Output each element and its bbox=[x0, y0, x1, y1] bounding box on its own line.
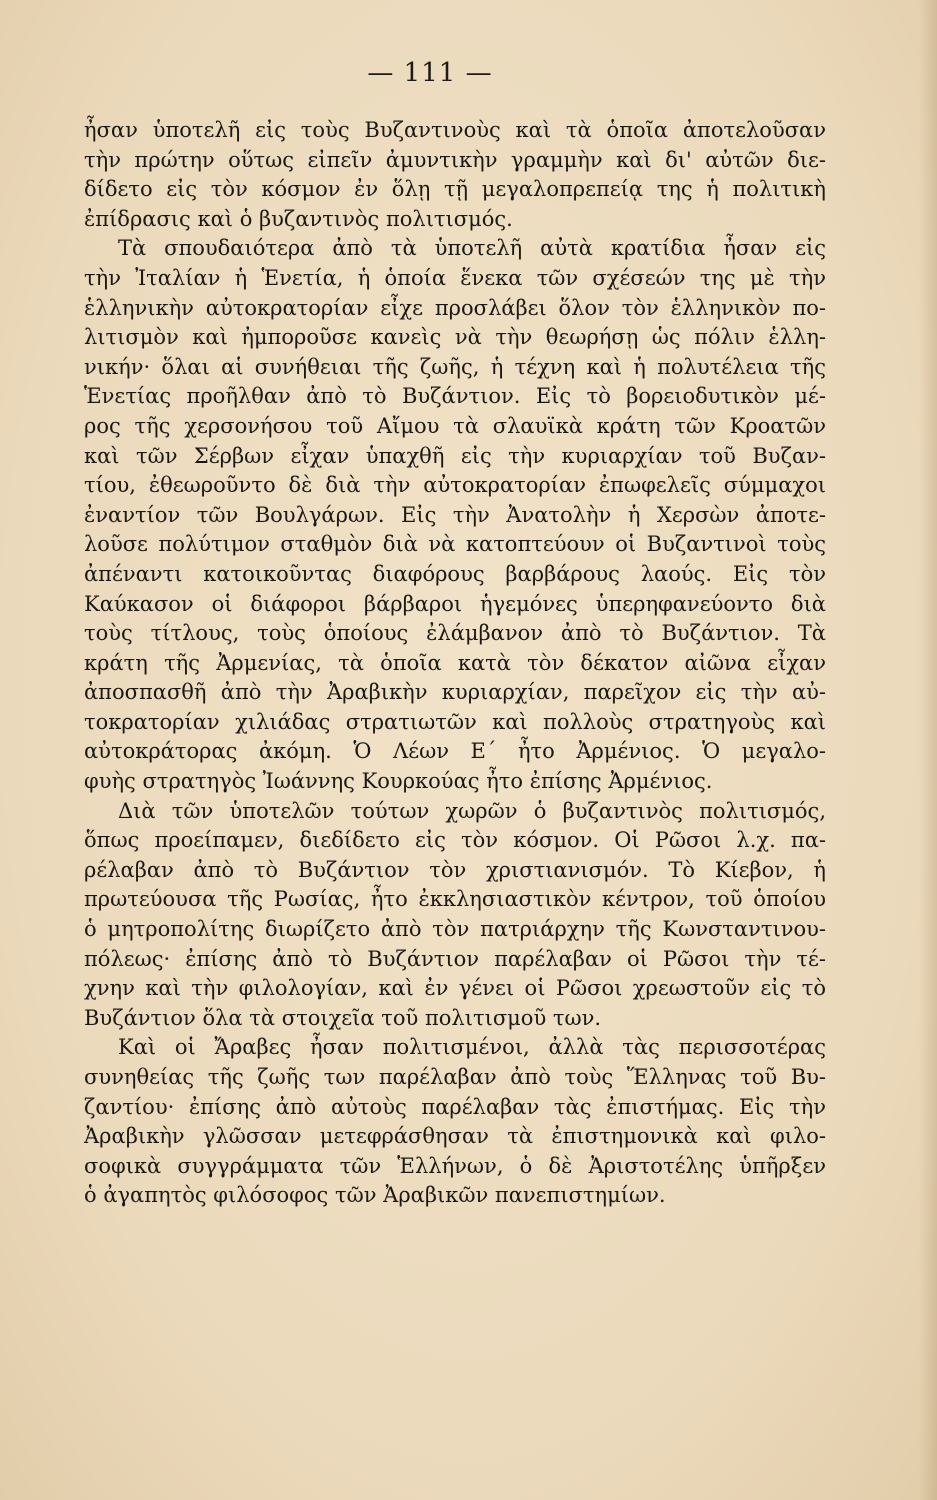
text-line: Καὶ οἱ Ἄραβες ἦσαν πολιτισμένοι, ἀλλὰ τὰς περισσοτέρας bbox=[118, 1035, 826, 1060]
text-line: νικήν· ὅλαι αἱ συνήθειαι τῆς ζωῆς, ἡ τέχνη καὶ ἡ πολυτέλεια τῆς bbox=[84, 354, 826, 379]
text-line: ρος τῆς χερσονήσου τοῦ Αἴμου τὰ σλαυϊκὰ κράτη τῶν Κροατῶν bbox=[84, 413, 826, 438]
text-line: ἦσαν ὑποτελῆ εἰς τοὺς Βυζαντινοὺς καὶ τὰ ὁποῖα ἀποτελοῦσαν bbox=[84, 118, 826, 142]
text-line: ἀπέναντι κατοικοῦντας διαφόρους βαρβάρους λαούς. Εἰς τὸν bbox=[84, 561, 826, 586]
paragraph-1 bbox=[84, 116, 826, 234]
text-line: λοῦσε πολύτιμον σταθμὸν διὰ νὰ κατοπτεύουν οἱ Βυζαντινοὶ τοὺς bbox=[84, 532, 826, 557]
text-line: Ἑνετίας προῆλθαν ἀπὸ τὸ Βυζάντιον. Εἰς τὸ βορειοδυτικὸν μέ- bbox=[84, 384, 826, 409]
text-line: ἀποσπασθῆ ἀπὸ τὴν Ἀραβικὴν κυριαρχίαν, παρεῖχον εἰς τὴν αὐ- bbox=[84, 680, 826, 705]
page-spine-shadow bbox=[919, 0, 937, 1500]
text-line: ἐναντίον τῶν Βουλγάρων. Εἰς τὴν Ἀνατολὴν ἡ Χερσὼν ἀποτε- bbox=[84, 502, 826, 527]
paragraph-2 bbox=[84, 234, 826, 796]
body-text bbox=[84, 116, 826, 1211]
text-line: ζαντίου· ἐπίσης ἀπὸ αὐτοὺς παρέλαβαν τὰς ἐπιστήμας. Εἰς τὴν bbox=[84, 1094, 826, 1119]
paragraph-4 bbox=[84, 1033, 826, 1211]
text-line: ἐπίδρασις καὶ ὁ βυζαντινὸς πολιτισμός. bbox=[84, 206, 513, 231]
text-line: τοκρατορίαν χιλιάδας στρατιωτῶν καὶ πολλοὺς στρατηγοὺς καὶ bbox=[84, 709, 826, 734]
text-line: πρωτεύουσα τῆς Ρωσίας, ἦτο ἐκκλησιαστικὸν κέντρον, τοῦ ὁποίου bbox=[84, 887, 826, 912]
text-line: λιτισμὸν καὶ ἠμποροῦσε κανεὶς νὰ τὴν θεωρήσῃ ὡς πόλιν ἑλλη- bbox=[84, 325, 826, 350]
text-line: ἑλληνικὴν αὐτοκρατορίαν εἶχε προσλάβει ὅλον τὸν ἑλληνικὸν πο- bbox=[84, 295, 826, 320]
text-line: Διὰ τῶν ὑποτελῶν τούτων χωρῶν ὁ βυζαντινὸς πολιτισμός, bbox=[118, 798, 826, 823]
text-line: ρέλαβαν ἀπὸ τὸ Βυζάντιον τὸν χριστιανισμόν. Τὸ Κίεβον, ἡ bbox=[84, 857, 826, 882]
page-number: — 111 — bbox=[367, 58, 493, 88]
text-line: δίδετο εἰς τὸν κόσμον ἐν ὅλῃ τῇ μεγαλοπρεπείᾳ της ἡ πολιτικὴ bbox=[84, 177, 826, 202]
text-line: φυὴς στρατηγὸς Ἰωάννης Κουρκούας ἦτο ἐπίσης Ἀρμένιος. bbox=[84, 769, 713, 794]
text-line: Καύκασον οἱ διάφοροι βάρβαροι ἡγεμόνες ὑπερηφανεύοντο διὰ bbox=[84, 591, 826, 616]
text-line: καὶ τῶν Σέρβων εἶχαν ὑπαχθῆ εἰς τὴν κυριαρχίαν τοῦ Βυζαν- bbox=[84, 443, 826, 468]
text-line: Βυζάντιον ὅλα τὰ στοιχεῖα τοῦ πολιτισμοῦ των. bbox=[84, 1005, 602, 1030]
text-line: ὁ ἀγαπητὸς φιλόσοφος τῶν Ἀραβικῶν πανεπιστημίων. bbox=[84, 1183, 666, 1208]
text-line: αὐτοκράτορας ἀκόμη. Ὁ Λέων Ε΄ ἦτο Ἀρμένιος. Ὁ μεγαλο- bbox=[84, 739, 826, 764]
text-line: τίου, ἐθεωροῦντο δὲ διὰ τὴν αὐτοκρατορίαν ἐπωφελεῖς σύμμαχοι bbox=[84, 473, 826, 498]
text-line: τὴν Ἰταλίαν ἡ Ἑνετία, ἡ ὁποία ἕνεκα τῶν σχέσεών της μὲ τὴν bbox=[84, 265, 826, 290]
text-line: ὁ μητροπολίτης διωρίζετο ἀπὸ τὸν πατριάρχην τῆς Κωνσταντινου- bbox=[84, 917, 826, 942]
text-line: σοφικὰ συγγράμματα τῶν Ἑλλήνων, ὁ δὲ Ἀριστοτέλης ὑπῆρξεν bbox=[84, 1153, 826, 1178]
text-line: τοὺς τίτλους, τοὺς ὁποίους ἐλάμβανον ἀπὸ τὸ Βυζάντιον. Τὰ bbox=[84, 621, 826, 646]
paragraph-3 bbox=[84, 797, 826, 1034]
text-line: Ἀραβικὴν γλῶσσαν μετεφράσθησαν τὰ ἐπιστημονικὰ καὶ φιλο- bbox=[84, 1124, 826, 1149]
text-line: κράτη τῆς Ἀρμενίας, τὰ ὁποῖα κατὰ τὸν δέκατον αἰῶνα εἶχαν bbox=[84, 650, 826, 675]
text-line: Τὰ σπουδαιότερα ἀπὸ τὰ ὑποτελῆ αὐτὰ κρατίδια ἦσαν εἰς bbox=[118, 236, 826, 261]
text-line: τὴν πρώτην οὕτως εἰπεῖν ἀμυντικὴν γραμμὴν καὶ δι' αὐτῶν διε- bbox=[84, 147, 826, 172]
text-line: πόλεως· ἐπίσης ἀπὸ τὸ Βυζάντιον παρέλαβαν οἱ Ρῶσοι τὴν τέ- bbox=[84, 946, 826, 971]
text-line: χνην καὶ τὴν φιλολογίαν, καὶ ἐν γένει οἱ Ρῶσοι χρεωστοῦν εἰς τὸ bbox=[84, 976, 826, 1001]
text-line: ὅπως προείπαμεν, διεδίδετο εἰς τὸν κόσμον. Οἱ Ρῶσοι λ.χ. πα- bbox=[84, 828, 826, 853]
text-line: συνηθείας τῆς ζωῆς των παρέλαβαν ἀπὸ τοὺς Ἕλληνας τοῦ Βυ- bbox=[84, 1065, 826, 1089]
